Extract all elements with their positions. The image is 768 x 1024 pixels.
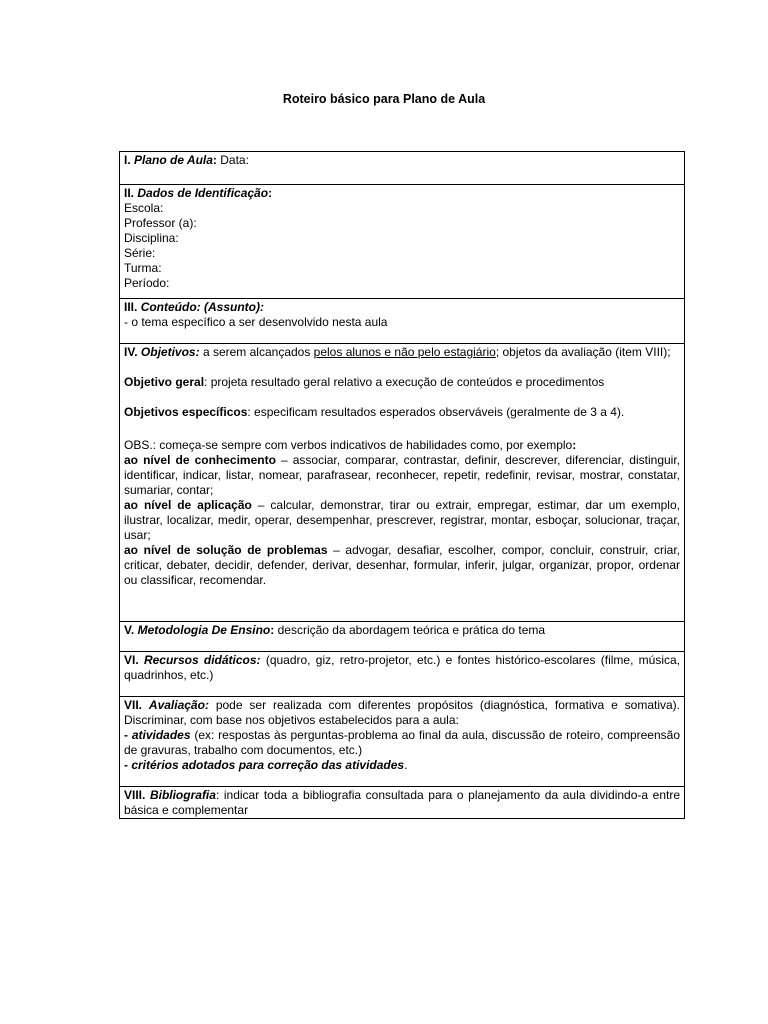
section-number: III. xyxy=(124,300,138,314)
section-plano-de-aula: I. Plano de Aula: Data: xyxy=(124,153,249,167)
section-text: - o tema específico a ser desenvolvido nesta aula xyxy=(124,315,388,329)
field-escola: Escola: xyxy=(124,201,164,215)
section-metodologia: V. Metodologia De Ensino: descrição da abordagem teórica e prática do tema xyxy=(120,621,684,651)
section-heading: Plano de Aula xyxy=(134,153,213,167)
section-text: (quadro, giz, retro-projetor, etc.) e fontes histórico-escolares (filme, música, quadrinhos, etc.) xyxy=(124,653,680,682)
section-recursos-didaticos xyxy=(120,651,684,696)
section-heading: Avaliação: xyxy=(148,698,209,712)
field-serie: Série: xyxy=(124,246,156,260)
section-heading: Recursos didáticos: xyxy=(143,653,261,667)
section-text: : indicar toda a bibliografia consultada para o planejamento da aula dividindo-a entre básica e complementar xyxy=(124,788,680,817)
nivel-aplicacao: ao nível de aplicação – calcular, demonstrar, tirar ou extrair, empregar, estimar, dar um exemplo, ilustrar, localizar, medir, operar, desempenhar, prescrever, registrar, montar, esboçar, solucionar, traçar, usar; xyxy=(124,498,680,542)
objetivo-geral: Objetivo geral: projeta resultado geral relativo a execução de conteúdos e procedimentos xyxy=(124,375,605,389)
section-number: VII. xyxy=(124,698,143,712)
section-text: descrição da abordagem teórica e prática do tema xyxy=(274,623,546,637)
section-objetivos: IV. Objetivos: a serem alcançados pelos alunos e não pelo estagiário; objetos da avaliação (item VIII); Objetivo geral: projeta resultado geral relativo a execução de conteúdos e procedimentos Objetivos específicos: especificam resultados esperados observáveis (geralmente de 3 a 4). OBS.: começa-se sempre com verbos indicativos de habilidades como, por exemplo: ao nível de conhecimento – associar, comparar, contrastar, definir, descrever, diferenciar, distinguir, identificar, indicar, listar, nomear, parafrasear, reconhecer, repetir, redefinir, revisar, mostrar, constatar, sumariar, contar; ao nível de aplicação – calcular, demonstrar, tirar ou extrair, empregar, estimar, dar um exemplo, ilustrar, localizar, medir, operar, desempenhar, prescrever, registrar, montar, esboçar, solucionar, traçar, usar; ao nível de solução de problemas – advogar, desafiar, escolher, compor, concluir, construir, criar, criticar, debater, decidir, defender, derivar, desenhar, formular, inferir, julgar, organizar, propor, ordenar ou classificar, recomendar. xyxy=(120,343,684,621)
section-bibliografia xyxy=(120,786,684,818)
section-avaliacao xyxy=(120,696,684,786)
field-professor: Professor (a): xyxy=(124,216,197,230)
field-turma: Turma: xyxy=(124,261,162,275)
section-number: VI. xyxy=(124,653,139,667)
avaliacao-criterios: - critérios adotados para correção das atividades. xyxy=(124,758,408,772)
underlined-text: pelos alunos e não pelo estagiário xyxy=(313,345,496,359)
document-title: Roteiro básico para Plano de Aula xyxy=(282,92,486,106)
lesson-plan-table xyxy=(119,151,685,819)
section-conteudo xyxy=(120,298,684,343)
field-disciplina: Disciplina: xyxy=(124,231,179,245)
section-heading: Objetivos: xyxy=(140,345,200,359)
nivel-conhecimento: ao nível de conhecimento – associar, comparar, contrastar, definir, descrever, diferenciar, distinguir, identificar, indicar, listar, nomear, parafrasear, reconhecer, repetir, redefinir, revisar, mostrar, constatar, sumariar, contar; xyxy=(124,453,681,497)
objetivos-especificos: Objetivos específicos: especificam resultados esperados observáveis (geralmente de 3 a 4). xyxy=(124,405,625,419)
section-number: V. xyxy=(124,623,135,637)
section-text: pode ser realizada com diferentes propósitos (diagnóstica, formativa e somativa). Discriminar, com base nos objetivos estabelecidos para a aula: xyxy=(124,698,680,727)
section-number: IV. xyxy=(124,345,138,359)
section-text: Data: xyxy=(216,153,249,167)
section-heading: Bibliografia xyxy=(149,788,216,802)
field-periodo: Período: xyxy=(124,276,170,290)
section-number: VIII. xyxy=(124,788,146,802)
obs-note: OBS.: começa-se sempre com verbos indicativos de habilidades como, por exemplo: xyxy=(124,438,577,452)
section-heading: Metodologia De Ensino xyxy=(137,623,271,637)
section-heading: Dados de Identificação xyxy=(137,186,269,200)
section-dados-identificacao: II. Dados de Identificação: Escola: Professor (a): Disciplina: Série: Turma: Período: xyxy=(120,184,684,298)
section-number: II. xyxy=(124,186,135,200)
section-number: I. xyxy=(124,153,131,167)
section-heading: Conteúdo: (Assunto): xyxy=(140,300,264,314)
nivel-solucao-problemas: ao nível de solução de problemas – advogar, desafiar, escolher, compor, concluir, construir, criar, criticar, debater, decidir, defender, derivar, desenhar, formular, inferir, julgar, organizar, propor, ordenar ou classificar, recomendar. xyxy=(124,543,681,587)
avaliacao-atividades: - atividades (ex: respostas às perguntas-problema ao final da aula, discussão de roteiro, compreensão de gravuras, trabalho com documentos, etc.) xyxy=(124,728,680,757)
